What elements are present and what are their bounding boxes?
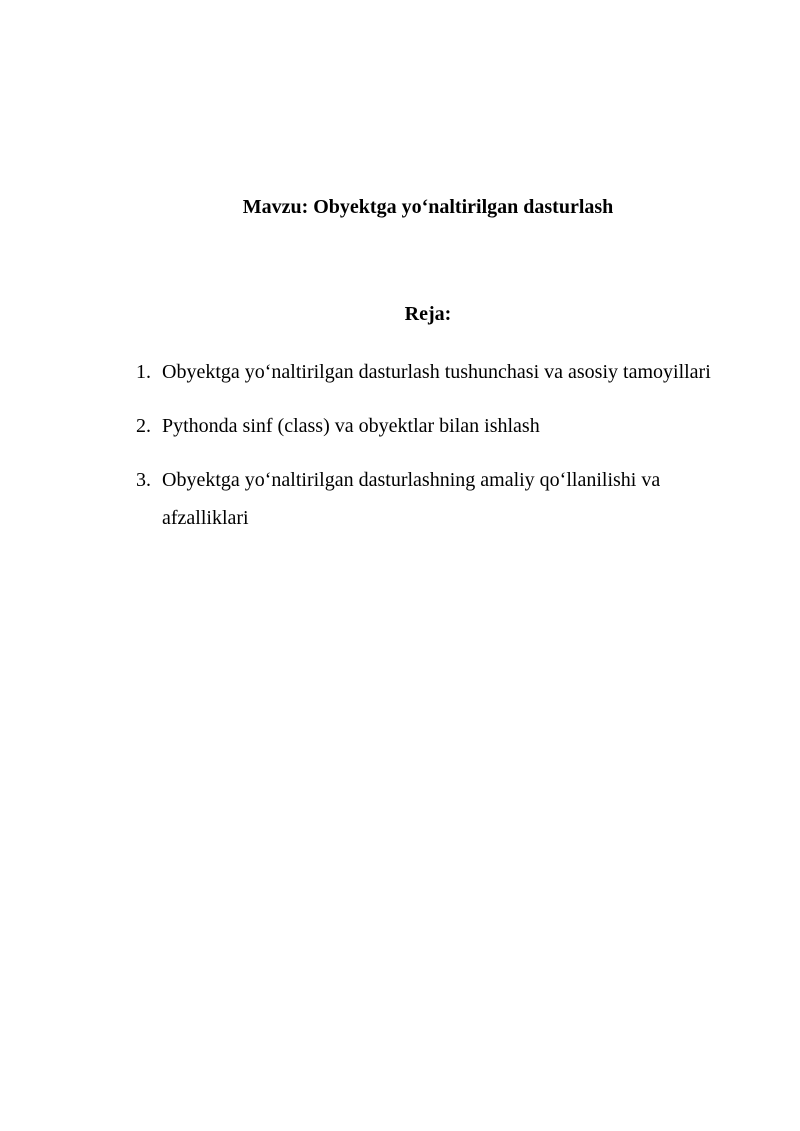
plan-item-text: Pythonda sinf (class) va obyektlar bilan ishlash bbox=[162, 415, 540, 437]
plan-item-number: 3. bbox=[136, 469, 151, 491]
plan-list bbox=[136, 353, 716, 553]
plan-item-text: Obyektga yo‘naltirilgan dasturlashning amaliy qo‘llanilishi va afzalliklari bbox=[162, 469, 661, 529]
plan-item-number: 2. bbox=[136, 415, 151, 437]
plan-item-1 bbox=[136, 353, 716, 391]
plan-heading: Reja: bbox=[404, 303, 452, 325]
plan-item-number: 1. bbox=[136, 361, 151, 383]
plan-item-text: Obyektga yo‘naltirilgan dasturlash tushunchasi va asosiy tamoyillari bbox=[162, 361, 711, 383]
plan-item-3 bbox=[136, 461, 716, 537]
plan-item-2 bbox=[136, 407, 716, 445]
document-title: Mavzu: Obyektga yo‘naltirilgan dasturlash bbox=[242, 196, 614, 218]
